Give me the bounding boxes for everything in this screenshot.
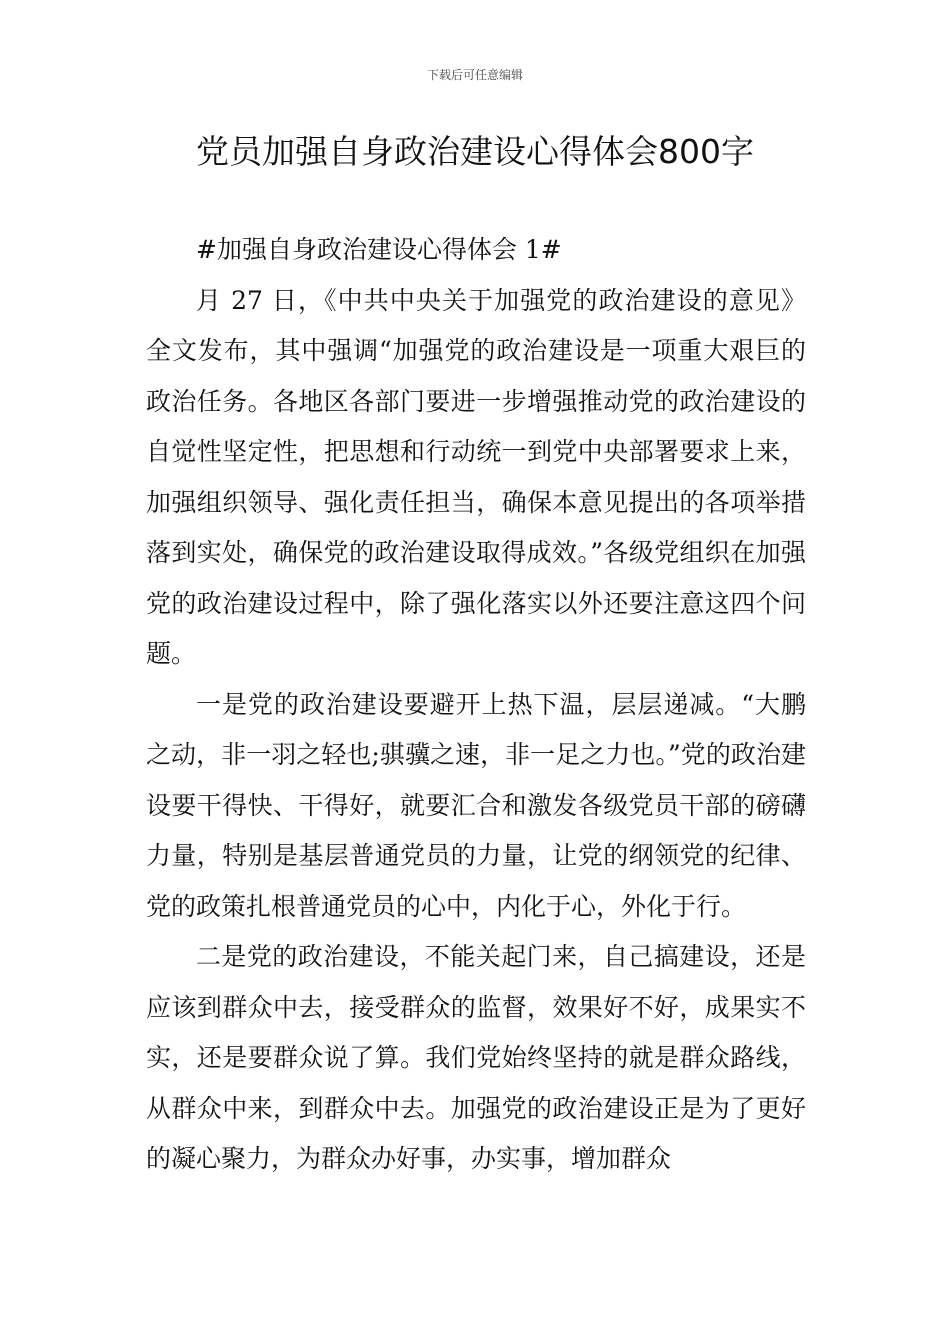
paragraph-1: 月 27 日，《中共中央关于加强党的政治建设的意见》全文发布，其中强调“加强党的政治建设是一项重大艰巨的政治任务。各地区各部门要进一步增强推动党的政治建设的自觉性坚定性，把思想和行动统一到党中央部署要求上来，加强组织领导、强化责任担当，确保本意见提出的各项举措落到实处，确保党的政治建设取得成效。”各级党组织在加强党的政治建设过程中，除了强化落实以外还要注意这四个问题。: [146, 285, 806, 668]
section-subheading: #加强自身政治建设心得体会 1#: [196, 235, 562, 264]
page-header-note: 下载后可任意编辑: [426, 68, 523, 82]
document-title: 党员加强自身政治建设心得体会800字: [196, 132, 754, 171]
document-body: [146, 225, 806, 1185]
paragraph-3: 二是党的政治建设，不能关起门来，自己搞建设，还是应该到群众中去，接受群众的监督，效果好不好，成果实不实，还是要群众说了算。我们党始终坚持的就是群众路线，从群众中来，到群众中去。加强党的政治建设正是为了更好的凝心聚力，为群众办好事，办实事，增加群众: [146, 942, 806, 1173]
paragraph-2: 一是党的政治建设要避开上热下温，层层递减。“大鹏之动，非一羽之轻也;骐骥之速，非一足之力也。”党的政治建设要干得快、干得好，就要汇合和激发各级党员干部的磅礴力量，特别是基层普通党员的力量，让党的纲领党的纪律、党的政策扎根普通党员的心中，内化于心，外化于行。: [146, 689, 806, 921]
